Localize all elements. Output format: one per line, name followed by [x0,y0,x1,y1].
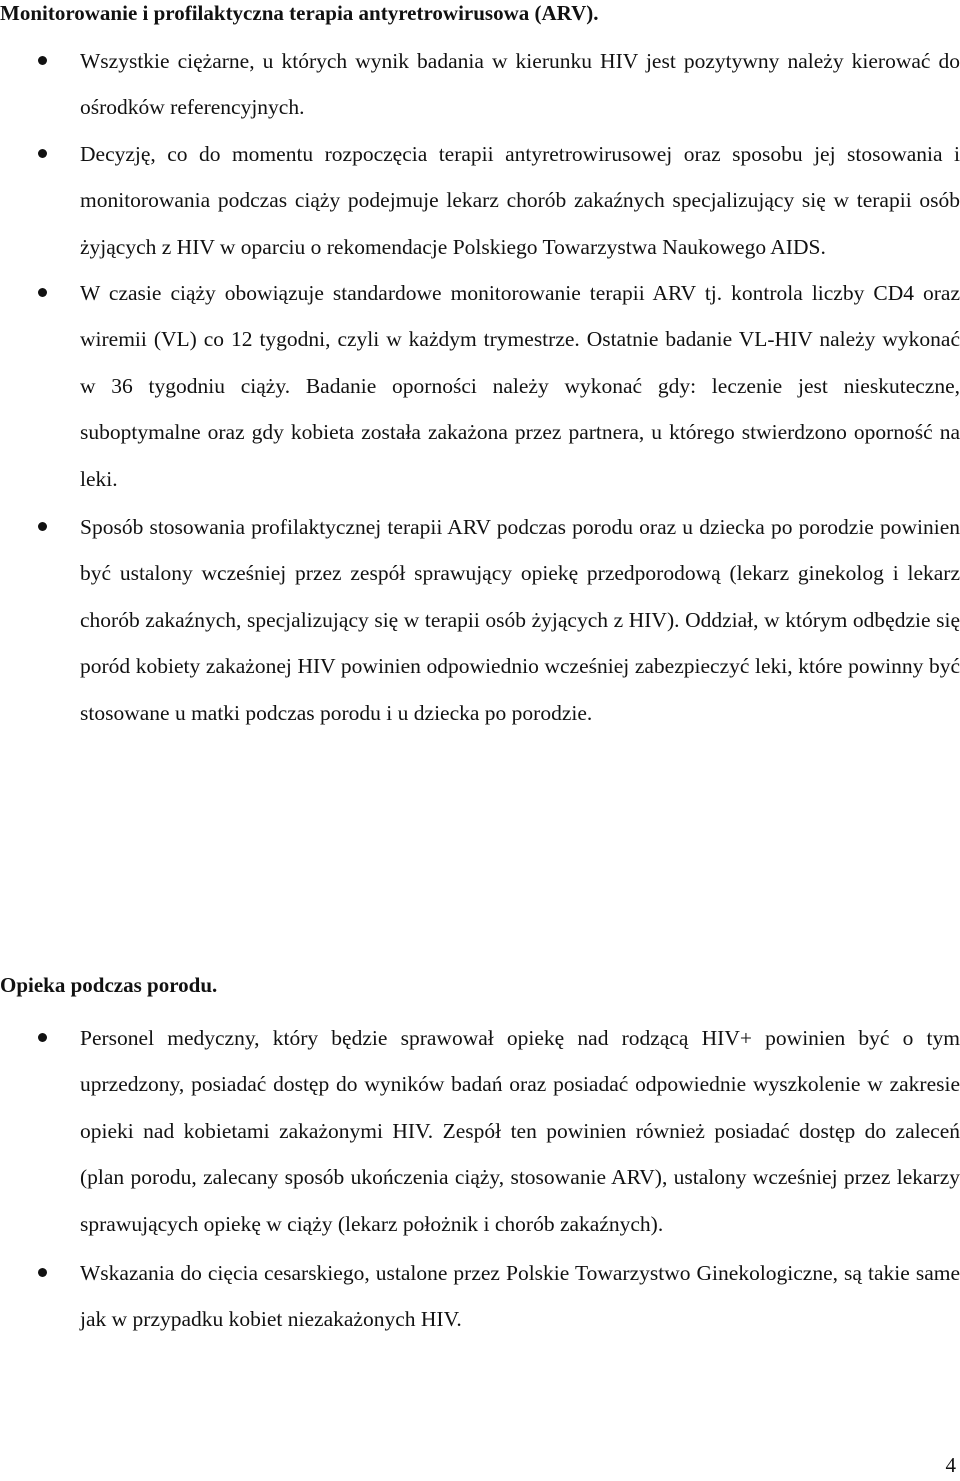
list-item [0,270,960,502]
list-item [0,131,960,270]
bullet-list-monitoring [0,38,960,736]
bullet-text: Wskazania do cięcia cesarskiego, ustalone przez Polskie Towarzystwo Ginekologiczne, są takie same jak w przypadku kobiet niezakażonych HIV. [80,1261,960,1332]
bullet-dot-icon [38,1268,47,1277]
bullet-dot-icon [38,56,47,65]
list-item [0,38,960,131]
list-item [0,1015,960,1247]
list-item [0,504,960,736]
section-heading-delivery-care: Opieka podczas porodu. [0,973,218,997]
bullet-text: Personel medyczny, który będzie sprawował opiekę nad rodzącą HIV+ powinien być o tym uprzedzony, posiadać dostęp do wyników badań oraz posiadać odpowiednie wyszkolenie w zakresie opieki nad kobietami zakażonymi HIV. Zespół ten powinien również posiadać dostęp do zaleceń (plan porodu, zalecany sposób ukończenia ciąży, stosowanie ARV), ustalony wcześniej przez lekarzy sprawujących opiekę w ciąży (lekarz położnik i chorób zakaźnych). [80,1026,960,1236]
bullet-dot-icon [38,522,47,531]
bullet-text: Decyzję, co do momentu rozpoczęcia terapii antyretrowirusowej oraz sposobu jej stosowania i monitorowania podczas ciąży podejmuje lekarz chorób zakaźnych specjalizujący się w terapii osób żyjących z HIV w oparciu o rekomendacje Polskiego Towarzystwa Naukowego AIDS. [80,141,960,259]
bullet-dot-icon [38,149,47,158]
bullet-text: W czasie ciąży obowiązuje standardowe monitorowanie terapii ARV tj. kontrola liczby CD4 oraz wiremii (VL) co 12 tygodni, czyli w każdym trymestrze. Ostatnie badanie VL-HIV należy wykonać w 36 tygodniu ciąży. Badanie oporności należy wykonać gdy: leczenie jest nieskuteczne, suboptymalne oraz gdy kobieta została zakażona przez partnera, u którego stwierdzono oporność na leki. [80,281,960,491]
list-item [0,1250,960,1343]
bullet-text: Sposób stosowania profilaktycznej terapii ARV podczas porodu oraz u dziecka po porodzie powinien być ustalony wcześniej przez zespół sprawujący opiekę przedporodową (lekarz ginekolog i lekarz chorób zakaźnych, specjalizujący się w terapii osób żyjących z HIV). Oddział, w którym odbędzie się poród kobiety zakażonej HIV powinien odpowiednio wcześniej zabezpieczyć leki, które powinny być stosowane u matki podczas porodu i u dziecka po porodzie. [80,515,960,725]
bullet-text: Wszystkie ciężarne, u których wynik badania w kierunku HIV jest pozytywny należy kierować do ośrodków referencyjnych. [80,49,960,120]
bullet-dot-icon [38,288,47,297]
page-number: 4 [945,1453,956,1477]
section-heading-monitoring: Monitorowanie i profilaktyczna terapia antyretrowirusowa (ARV). [0,1,599,25]
bullet-list-delivery-care [0,1015,960,1343]
bullet-dot-icon [38,1033,47,1042]
